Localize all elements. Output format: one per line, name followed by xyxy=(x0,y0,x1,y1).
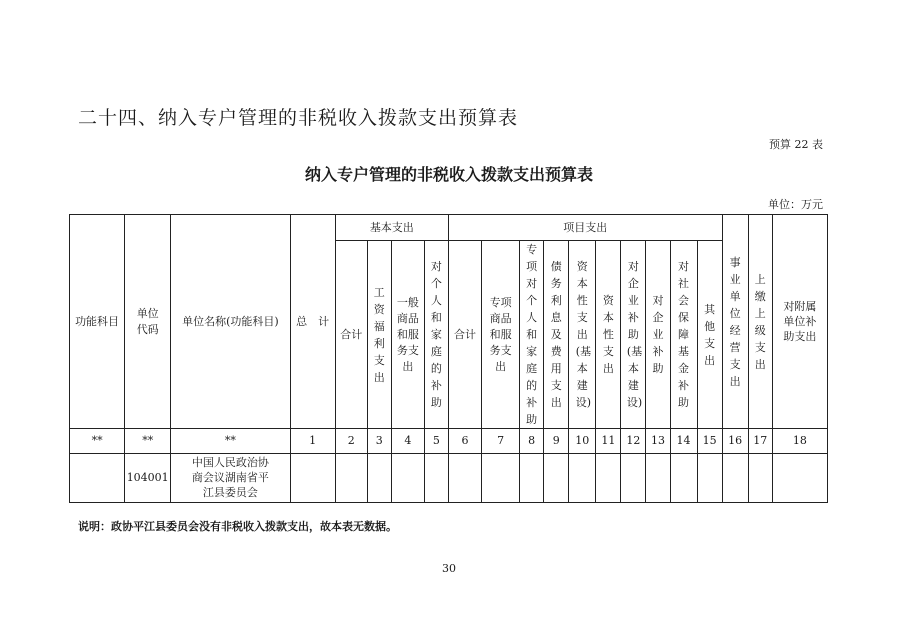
col-unit-code-label: 单位代码 xyxy=(136,306,159,336)
col-proj-personal-label: 专项对个人和家庭的补助 xyxy=(526,243,538,426)
cell-empty xyxy=(748,454,772,503)
col-social-label: 对社会保障基金补助 xyxy=(678,260,690,409)
col-total: 总 计 xyxy=(290,215,335,429)
cell-empty xyxy=(569,454,596,503)
index-cell: 12 xyxy=(621,429,646,454)
cell-unit-code: 104001 xyxy=(125,454,171,503)
cell-empty xyxy=(367,454,391,503)
col-aux-label: 对附属单位补助支出 xyxy=(783,299,817,343)
index-cell: 7 xyxy=(482,429,520,454)
cell-unit-name-text: 中国人民政治协商会议湖南省平江县委员会 xyxy=(191,456,269,499)
table-number: 预算 22 表 xyxy=(769,138,823,151)
budget-table xyxy=(69,214,828,503)
index-cell: 9 xyxy=(544,429,569,454)
header-row-1 xyxy=(70,215,828,241)
index-cell: 2 xyxy=(335,429,367,454)
col-capital xyxy=(596,241,621,429)
col-personal-label: 对个人和家庭的补助 xyxy=(430,260,442,409)
index-cell: ** xyxy=(125,429,171,454)
col-func-subject: 功能科目 xyxy=(70,215,125,429)
col-other-label: 其他支出 xyxy=(704,302,716,367)
cell-empty xyxy=(482,454,520,503)
index-cell: 6 xyxy=(448,429,481,454)
index-cell: 16 xyxy=(722,429,748,454)
index-cell: 13 xyxy=(646,429,670,454)
page-number: 30 xyxy=(442,562,456,575)
table-row xyxy=(70,454,828,503)
cell-unit-name xyxy=(171,454,290,503)
col-biz-label: 事业单位经营支出 xyxy=(729,255,741,388)
cell-empty xyxy=(772,454,827,503)
col-goods xyxy=(391,241,424,429)
cell-empty xyxy=(697,454,722,503)
col-ent-build xyxy=(621,241,646,429)
col-other xyxy=(697,241,722,429)
index-cell: ** xyxy=(70,429,125,454)
index-cell: 14 xyxy=(670,429,697,454)
index-cell: 11 xyxy=(596,429,621,454)
col-personal xyxy=(424,241,448,429)
index-cell: 3 xyxy=(367,429,391,454)
cell-empty xyxy=(520,454,544,503)
index-cell: 4 xyxy=(391,429,424,454)
col-proj-personal xyxy=(520,241,544,429)
col-unit-code xyxy=(125,215,171,429)
cell-empty xyxy=(335,454,367,503)
section-title: 二十四、纳入专户管理的非税收入拨款支出预算表 xyxy=(78,107,519,129)
index-cell: 10 xyxy=(569,429,596,454)
cell-empty xyxy=(596,454,621,503)
col-wage-label: 工资福利支出 xyxy=(373,285,385,384)
col-special-goods xyxy=(482,241,520,429)
cell-empty xyxy=(391,454,424,503)
col-proj-sum: 合计 xyxy=(448,241,481,429)
cell-empty xyxy=(448,454,481,503)
col-upper xyxy=(748,215,772,429)
index-cell: 18 xyxy=(772,429,827,454)
cell-func-subject xyxy=(70,454,125,503)
col-unit-name: 单位名称(功能科目) xyxy=(171,215,290,429)
col-ent xyxy=(646,241,670,429)
col-upper-label: 上缴上级支出 xyxy=(754,272,766,371)
index-cell: 5 xyxy=(424,429,448,454)
index-row xyxy=(70,429,828,454)
col-special-goods-label: 专项商品和服务支出 xyxy=(489,295,512,373)
col-wage xyxy=(367,241,391,429)
cell-empty xyxy=(646,454,670,503)
index-cell: 8 xyxy=(520,429,544,454)
table-title: 纳入专户管理的非税收入拨款支出预算表 xyxy=(304,165,593,184)
col-ent-build-label: 对企业补助(基本建设) xyxy=(626,260,643,409)
cell-empty xyxy=(621,454,646,503)
cell-empty xyxy=(290,454,335,503)
cell-empty xyxy=(722,454,748,503)
unit-label: 单位：万元 xyxy=(768,198,823,211)
col-debt-label: 债务利息及费用支出 xyxy=(550,260,562,409)
col-capital-build xyxy=(569,241,596,429)
cell-empty xyxy=(544,454,569,503)
col-capital-build-label: 资本性支出(基本建设) xyxy=(575,260,592,409)
footnote: 说明：政协平江县委员会没有非税收入拨款支出，故本表无数据。 xyxy=(78,520,397,533)
cell-empty xyxy=(424,454,448,503)
group-basic: 基本支出 xyxy=(335,215,448,241)
col-capital-label: 资本性支出 xyxy=(602,294,614,375)
col-social xyxy=(670,241,697,429)
col-goods-label: 一般商品和服务支出 xyxy=(396,295,419,373)
group-project: 项目支出 xyxy=(448,215,722,241)
index-cell: 1 xyxy=(290,429,335,454)
index-cell: 17 xyxy=(748,429,772,454)
col-basic-sum: 合计 xyxy=(335,241,367,429)
cell-empty xyxy=(670,454,697,503)
index-cell: 15 xyxy=(697,429,722,454)
col-debt xyxy=(544,241,569,429)
col-ent-label: 对企业补助 xyxy=(652,294,664,375)
col-biz xyxy=(722,215,748,429)
col-aux xyxy=(772,215,827,429)
index-cell: ** xyxy=(171,429,290,454)
